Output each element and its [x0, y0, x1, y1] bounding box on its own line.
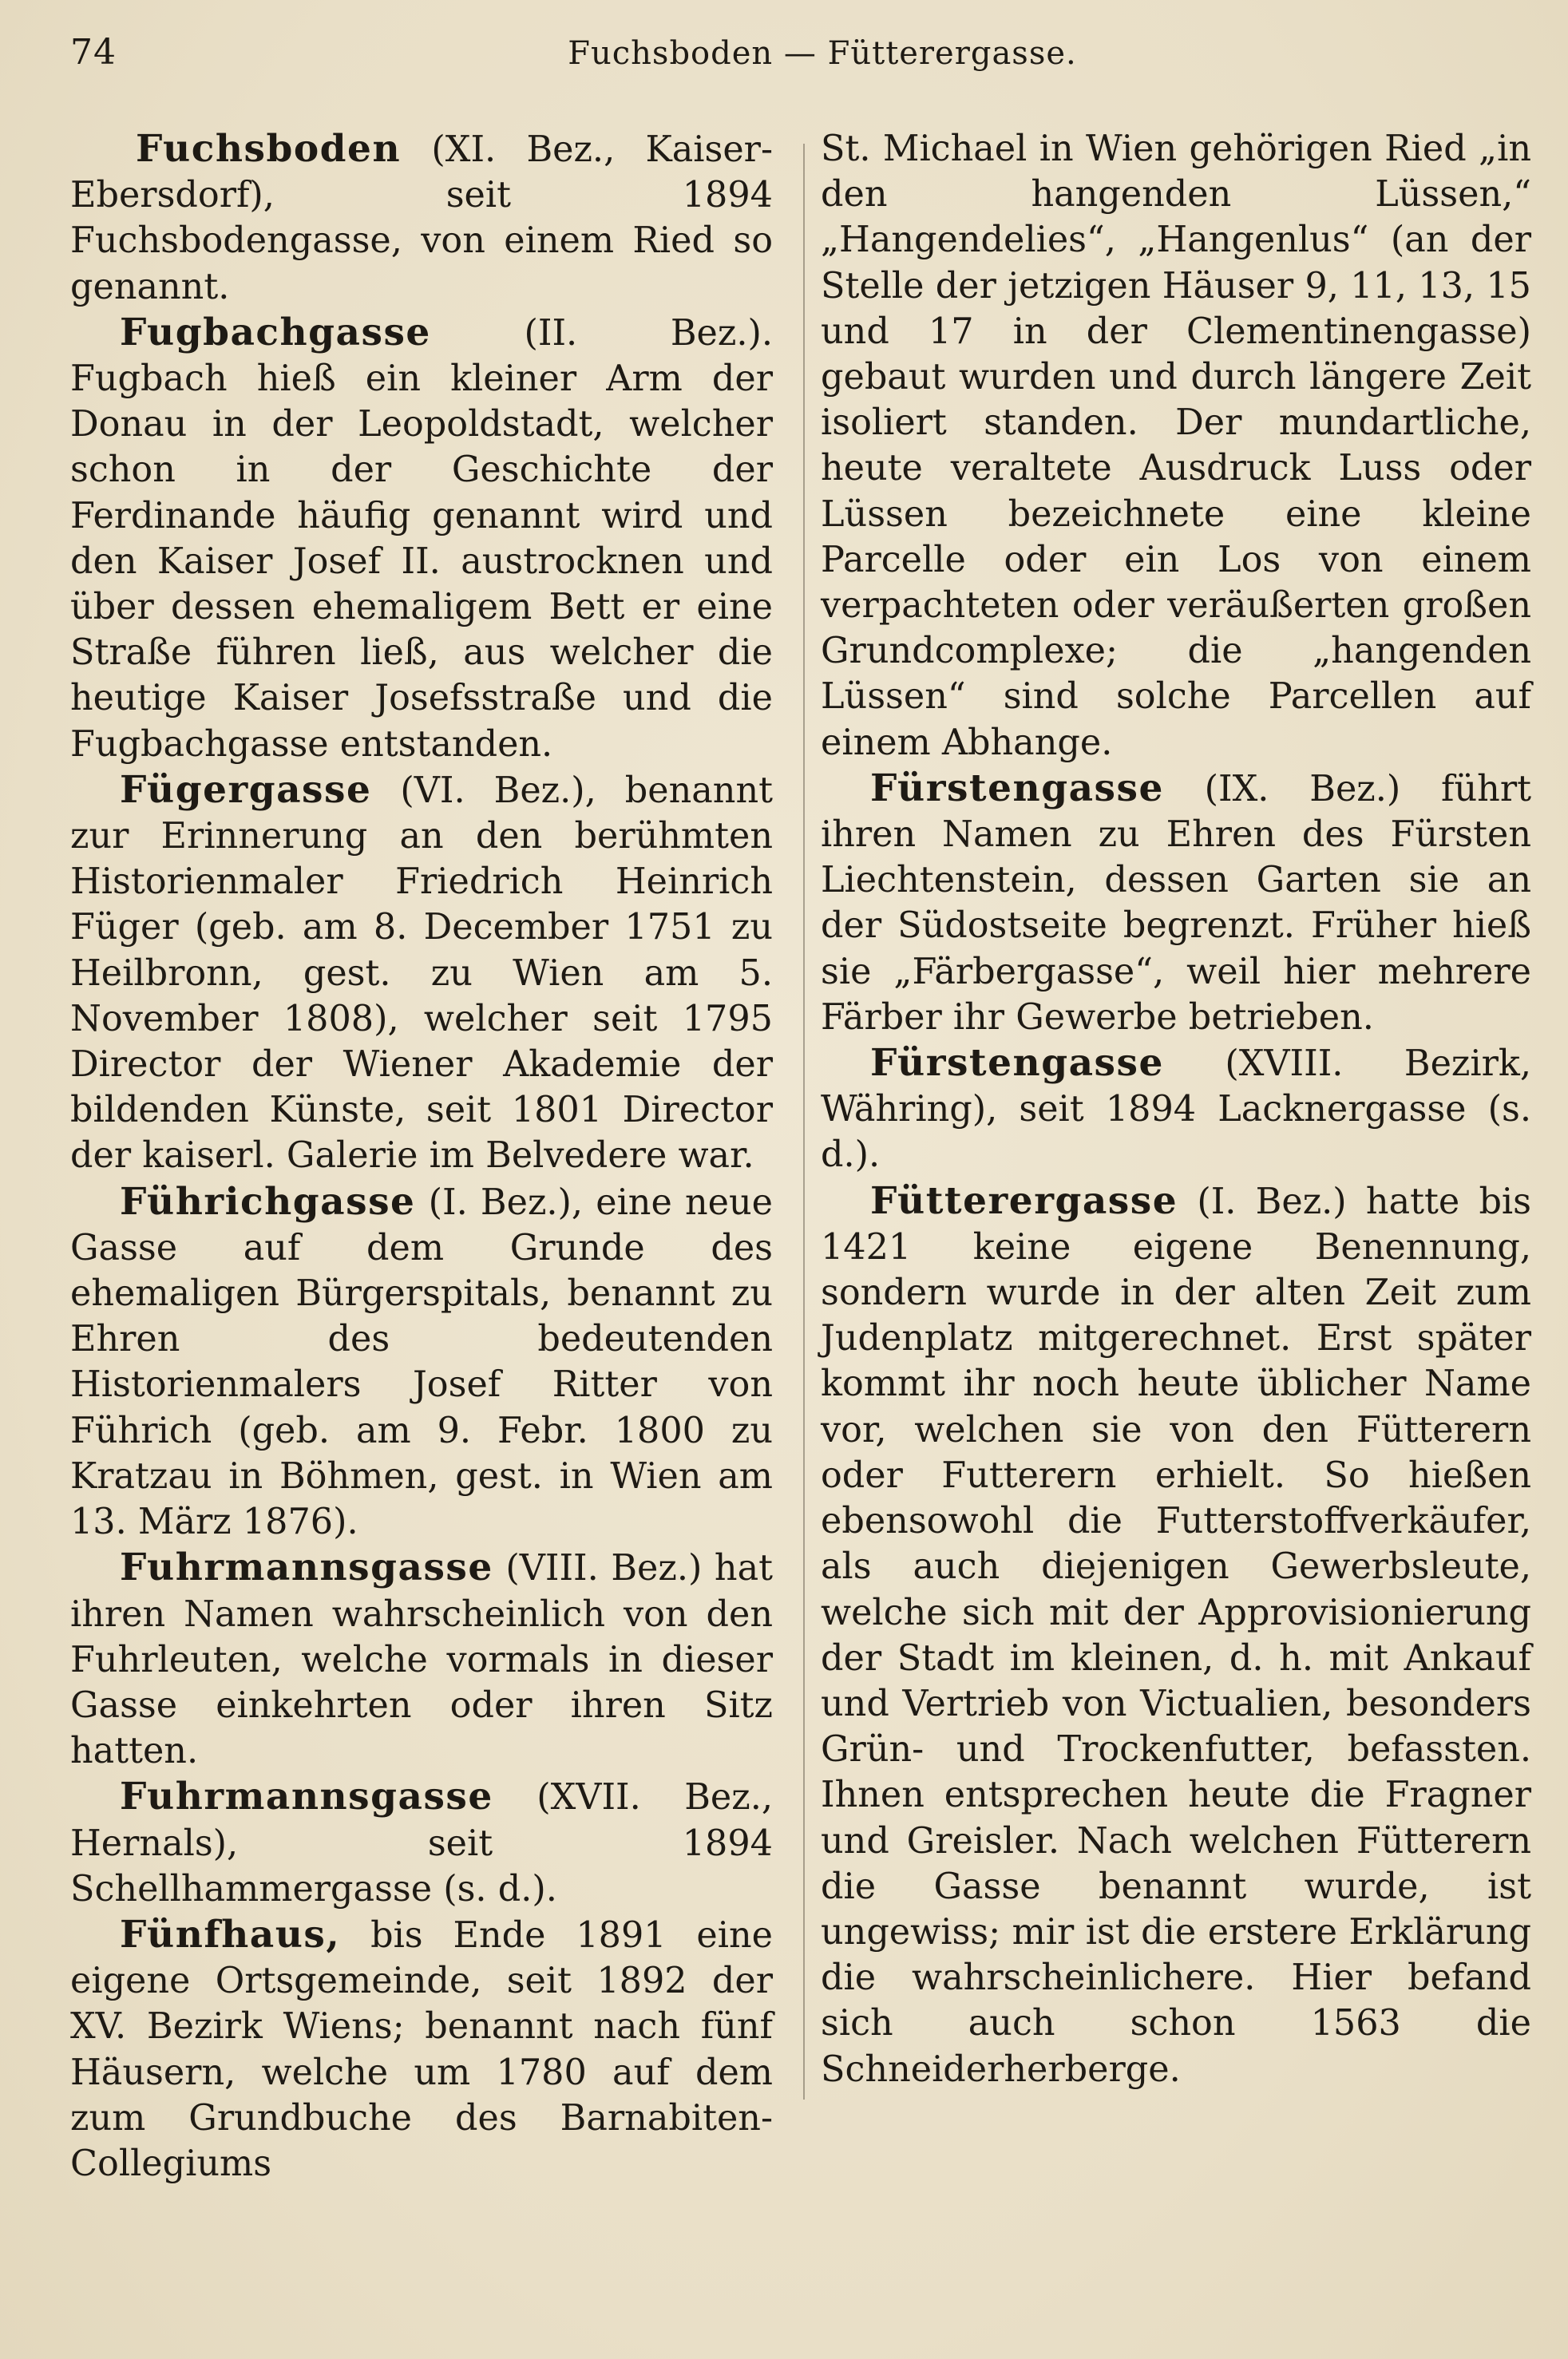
entry-fuenfhaus [70, 1912, 773, 2187]
entry-fuehrichgasse [70, 1179, 773, 1546]
entry-fuhrmannsgasse-viii [70, 1545, 773, 1774]
column-divider [803, 144, 805, 2100]
headword: Fuhrmannsgasse [120, 1546, 493, 1590]
entry-text: St. Michael in Wien gehörigen Ried „in den hangenden Lüssen,“ „Hangendelies“, „Hangenlus“ (an der Stelle der jetzigen Häuser 9, 11, 13, 15 und 17 in der Clementinengasse) gebaut wurden und durch längere Zeit isoliert standen. Der mundartliche, heute veraltete Ausdruck Luss oder Lüssen bezeichnete eine kleine Parcelle oder ein Los von einem verpachteten oder veräußerten großen Grundcomplexe; die „hangenden Lüssen“ sind solche Parcellen auf einem Abhange. [821, 129, 1531, 763]
entry-text: (I. Bez.) hatte bis 1421 keine eigene Benennung, sondern wurde in der alten Zeit zum Judenplatz mitgerechnet. Erst später kommt ihr noch heute üblicher Name vor, welchen sie von den Fütterern oder Futterern erhielt. So hießen ebensowohl die Futterstoffverkäufer, als auch diejenigen Gewerbsleute, welche sich mit der Approvisionierung der Stadt im kleinen, d. h. mit Ankauf und Vertrieb von Victualien, besonders Grün- und Trockenfutter, befassten. Ihnen entsprechen heute die Fragner und Greisler. Nach welchen Fütterern die Gasse benannt wurde, ist ungewiss; mir ist die erstere Erklärung die wahrscheinlichere. Hier befand sich auch schon 1563 die Schneiderherberge. [821, 1181, 1531, 2090]
entry-fuenfhaus-continued [821, 126, 1531, 766]
headword: Fügergasse [120, 767, 372, 812]
entry-text: (XVIII. Bezirk, Währing), seit 1894 Lacknergasse (s. d.). [821, 1043, 1531, 1176]
entry-fuerstengasse-ix [821, 766, 1531, 1040]
entry-fugbachgasse [70, 310, 773, 767]
headword: Fuchsboden [136, 127, 402, 171]
entry-text: (IX. Bez.) führt ihren Namen zu Ehren des Fürsten Liechtenstein, dessen Garten sie an der Südostseite begrenzt. Früher hieß sie „Färbergasse“, weil hier mehrere Färber ihr Gewerbe betrieben. [821, 768, 1531, 1038]
entry-fuerstengasse-xviii [821, 1040, 1531, 1178]
headword: Fürstengasse [870, 1041, 1164, 1086]
headword: Fugbachgasse [120, 310, 431, 354]
entry-text: (VIII. Bez.) hat ihren Namen wahrscheinlich von den Fuhrleuten, welche vormals in dieser Gasse einkehrten oder ihren Sitz hatten. [70, 1548, 773, 1772]
headword: Fütterergasse [870, 1178, 1178, 1223]
entry-text: (II. Bez.). Fugbach hieß ein kleiner Arm der Donau in der Leopoldstadt, welcher schon in der Geschichte der Ferdinande häufig genannt wird und den Kaiser Josef II. austrocknen und über dessen ehemaligem Bett er eine Straße führen ließ, aus welcher die heutige Kaiser Josefsstraße und die Fugbachgasse entstanden. [70, 312, 773, 765]
entry-text: bis Ende 1891 eine eigene Ortsgemeinde, seit 1892 der XV. Bezirk Wiens; benannt nach fünf Häusern, welche um 1780 auf dem zum Grundbuche des Barnabiten-Collegiums [70, 1914, 773, 2184]
right-column [821, 126, 1531, 2092]
entry-fuetterergasse [821, 1178, 1531, 2092]
entry-text: (I. Bez.), eine neue Gasse auf dem Grunde des ehemaligen Bürgerspitals, benannt zu Ehren des bedeutenden Historienmalers Josef Ritter von Führich (geb. am 9. Febr. 1800 zu Kratzau in Böhmen, gest. in Wien am 13. März 1876). [70, 1181, 773, 1543]
page-number: 74 [70, 32, 117, 73]
headword: Fünfhaus, [120, 1912, 341, 1957]
left-column [70, 126, 773, 2187]
entry-text: (XVII. Bez., Hernals), seit 1894 Schellhammergasse (s. d.). [70, 1777, 773, 1910]
entry-fuhrmannsgasse-xvii [70, 1774, 773, 1912]
headword: Fürstengasse [870, 766, 1164, 810]
headword: Fuhrmannsgasse [120, 1775, 493, 1819]
entry-text: (VI. Bez.), benannt zur Erinnerung an den berühmten Historienmaler Friedrich Heinrich Füger (geb. am 8. December 1751 zu Heilbronn, gest. zu Wien am 5. November 1808), welcher seit 1795 Director der Wiener Akademie der bildenden Künste, seit 1801 Director der kaiserl. Galerie im Belvedere war. [70, 770, 773, 1177]
entry-text: (XI. Bez., Kaiser-Ebersdorf), seit 1894 Fuchsbodengasse, von einem Ried so genannt. [70, 129, 773, 307]
running-head: Fuchsboden — Fütterergasse. [568, 35, 1077, 72]
page-header [64, 32, 1533, 88]
entry-fuegergasse [70, 767, 773, 1179]
headword: Führichgasse [120, 1179, 416, 1224]
entry-fuchsboden [70, 126, 773, 310]
